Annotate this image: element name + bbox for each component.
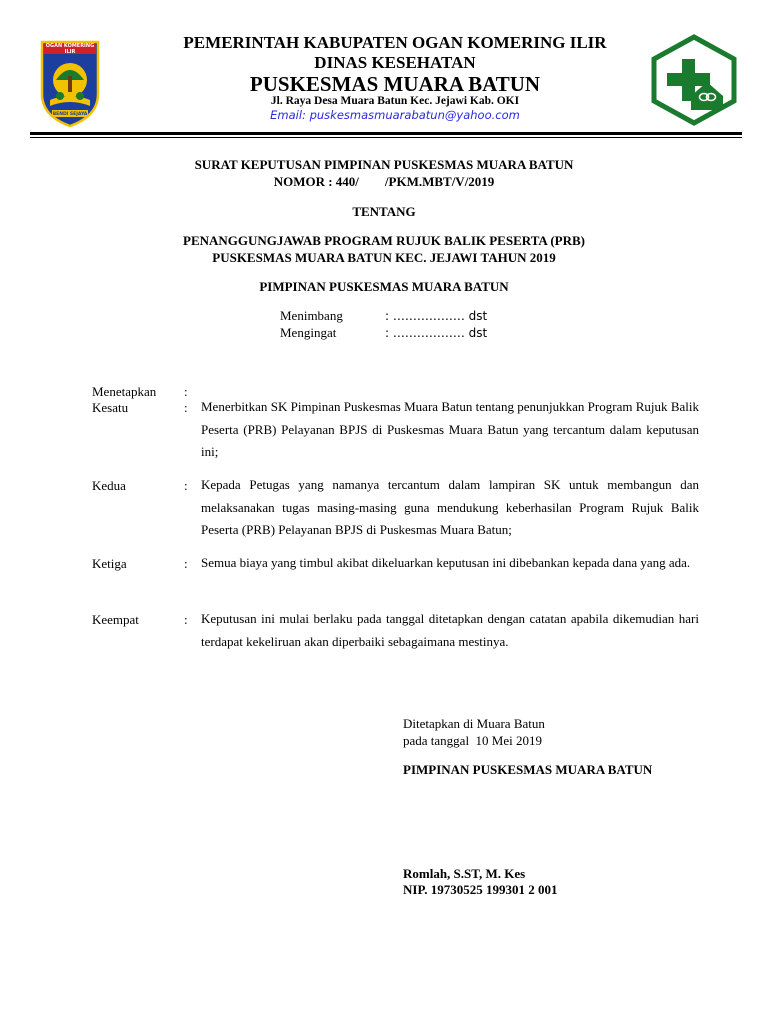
keempat-colon: : bbox=[184, 612, 188, 627]
emblem-text-bottom: BENDI SEJAYA bbox=[52, 112, 88, 117]
menimbang-value: : ……………… dst bbox=[385, 309, 488, 323]
menetapkan-colon: : bbox=[184, 384, 188, 399]
kesatu-text: Menerbitkan SK Pimpinan Puskesmas Muara Batun tentang penunjukkan Program Rujuk Balik Peserta (PRB) Pelayanan BPJS di Puskesmas Muara Batun yang tercantum dalam keputusan ini; bbox=[201, 399, 699, 459]
kesatu-colon: : bbox=[184, 400, 188, 415]
letterhead-address: Jl. Raya Desa Muara Batun Kec. Jejawi Kab. OKI bbox=[270, 95, 520, 107]
letterhead-puskesmas: PUSKESMAS MUARA BATUN bbox=[249, 72, 541, 96]
decree-number: NOMOR : 440/ /PKM.MBT/V/2019 bbox=[273, 174, 495, 189]
mengingat-value: : ……………… dst bbox=[385, 326, 488, 340]
kesatu-label: Kesatu bbox=[92, 400, 129, 415]
letterhead-government: PEMERINTAH KABUPATEN OGAN KOMERING ILIR bbox=[183, 33, 607, 52]
subject-line-2: PUSKESMAS MUARA BATUN KEC. JEJAWI TAHUN 2019 bbox=[212, 250, 556, 265]
letterhead-email: Email: puskesmasmuarabatun@yahoo.com bbox=[270, 108, 520, 122]
pimpinan-heading: PIMPINAN PUSKESMAS MUARA BATUN bbox=[259, 279, 509, 294]
signature-place: Ditetapkan di Muara Batun bbox=[403, 716, 545, 731]
ketiga-label: Ketiga bbox=[92, 556, 127, 571]
signature-date: pada tanggal 10 Mei 2019 bbox=[403, 733, 542, 748]
kedua-text: Kepada Petugas yang namanya tercantum dalam lampiran SK untuk membangun dan melaksanakan tugas masing-masing guna mendukung keberhasilan Program Rujuk Balik Peserta (PRB) Pelayanan BPJS di Puskesmas Muara Batun; bbox=[201, 477, 699, 537]
decree-title: SURAT KEPUTUSAN PIMPINAN PUSKESMAS MUARA BATUN bbox=[194, 157, 574, 172]
letterhead-rule-thin bbox=[30, 137, 742, 138]
kedua-colon: : bbox=[184, 478, 188, 493]
emblem-text-top: OGAN KOMERING ILIR bbox=[45, 43, 95, 55]
puskesmas-logo bbox=[650, 34, 738, 126]
mengingat-label: Mengingat bbox=[280, 325, 337, 340]
menetapkan-label: Menetapkan bbox=[92, 384, 157, 399]
tentang-heading: TENTANG bbox=[352, 204, 416, 219]
keempat-text: Keputusan ini mulai berlaku pada tanggal ditetapkan dengan catatan apabila dikemudian hari terdapat kekeliruan akan diperbaiki sebagaimana mestinya. bbox=[201, 611, 699, 649]
letterhead-department: DINAS KESEHATAN bbox=[314, 53, 476, 72]
subject-line-1: PENANGGUNGJAWAB PROGRAM RUJUK BALIK PESERTA (PRB) bbox=[183, 233, 585, 248]
menimbang-label: Menimbang bbox=[280, 308, 343, 323]
letterhead-rule-thick bbox=[30, 132, 742, 135]
keempat-label: Keempat bbox=[92, 612, 139, 627]
signatory-nip: NIP. 19730525 199301 2 001 bbox=[403, 882, 558, 897]
kedua-label: Kedua bbox=[92, 478, 126, 493]
signature-position: PIMPINAN PUSKESMAS MUARA BATUN bbox=[403, 762, 653, 777]
ketiga-text: Semua biaya yang timbul akibat dikeluarkan keputusan ini dibebankan kepada dana yang ada. bbox=[201, 555, 691, 570]
ketiga-colon: : bbox=[184, 556, 188, 571]
signatory-name: Romlah, S.ST, M. Kes bbox=[403, 866, 526, 881]
